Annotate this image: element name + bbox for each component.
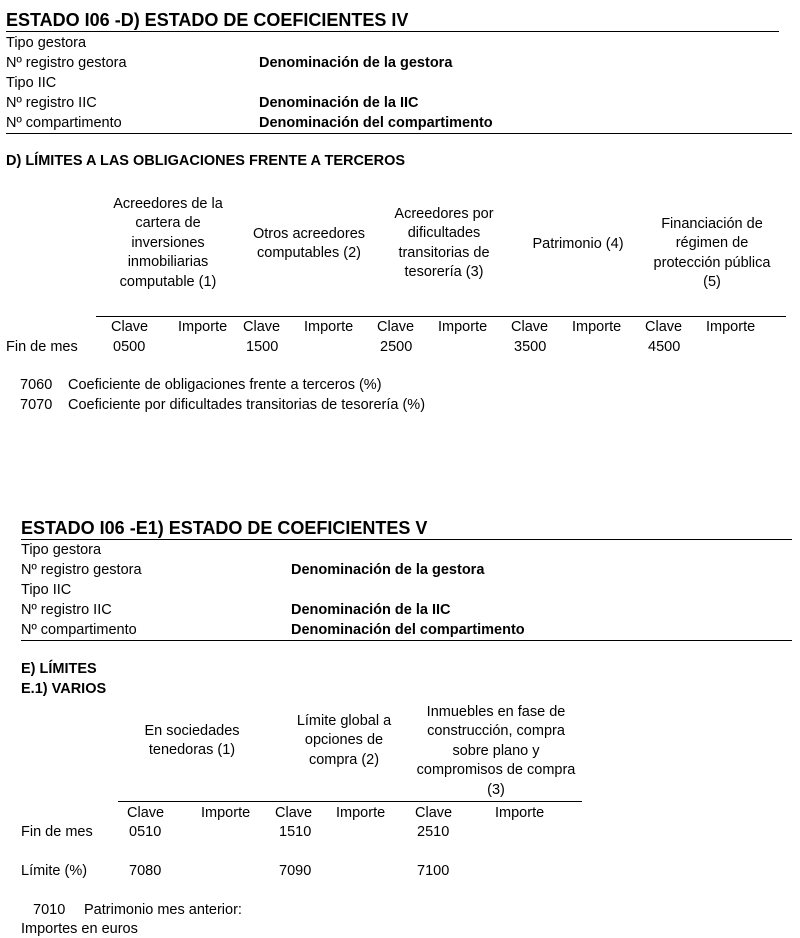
s2-col3-importe: Importe: [495, 805, 545, 821]
s1-col4-importe: Importe: [572, 319, 622, 335]
s2-den-gestora: Denominación de la gestora: [291, 562, 485, 578]
s1-row-fin-de-mes: Fin de mes: [6, 339, 78, 355]
s2-col2-lim-code: 7090: [279, 863, 312, 879]
s2-section-title: E) LÍMITES: [21, 661, 97, 677]
s1-header-rule: [6, 133, 792, 134]
s1-col5-importe: Importe: [706, 319, 756, 335]
s1-col4-clave: Clave: [511, 319, 549, 335]
s1-col2-code: 1500: [246, 339, 279, 355]
s1-col5-header: Financiación de régimen de protección pública (5): [653, 216, 771, 291]
s2-header-rule: [21, 640, 792, 641]
s1-col3-header: Acreedores por dificultades transitorias de tesorería (3): [394, 206, 494, 281]
s2-col1-header: En sociedades tenedoras (1): [144, 723, 240, 759]
s1-title: ESTADO I06 -D) ESTADO DE COEFICIENTES IV: [6, 10, 409, 30]
s2-col1-clave: Clave: [127, 805, 165, 821]
s2-col3-fin-code: 2510: [417, 824, 450, 840]
s2-col2-fin-code: 1510: [279, 824, 312, 840]
s2-col2-clave: Clave: [275, 805, 313, 821]
s1-coef2-code: 7070: [20, 397, 53, 413]
s2-compartimento: Nº compartimento: [21, 622, 137, 638]
s2-col3-lim-code: 7100: [417, 863, 450, 879]
s1-col1-importe: Importe: [178, 319, 228, 335]
s1-den-compartimento: Denominación del compartimento: [259, 115, 493, 131]
s1-tipo-gestora: Tipo gestora: [6, 35, 87, 51]
s1-col3-clave: Clave: [377, 319, 415, 335]
s2-col1-importe: Importe: [201, 805, 251, 821]
s1-col2-importe: Importe: [304, 319, 354, 335]
s2-title-rule: [21, 539, 792, 540]
s1-den-gestora: Denominación de la gestora: [259, 55, 453, 71]
s1-title-rule: [6, 31, 779, 32]
s1-col4-header: Patrimonio (4): [532, 236, 624, 252]
s2-subsection-title: E.1) VARIOS: [21, 681, 107, 697]
s1-col3-importe: Importe: [438, 319, 488, 335]
s1-col1-code: 0500: [113, 339, 146, 355]
s1-col3-code: 2500: [380, 339, 413, 355]
s2-reg-gestora: Nº registro gestora: [21, 562, 142, 578]
s2-den-compartimento: Denominación del compartimento: [291, 622, 525, 638]
s1-col4-code: 3500: [514, 339, 547, 355]
s2-col1-fin-code: 0510: [129, 824, 162, 840]
s1-table-rule: [96, 316, 786, 317]
s2-patrimonio-code: 7010: [33, 902, 66, 918]
s2-title: ESTADO I06 -E1) ESTADO DE COEFICIENTES V: [21, 518, 428, 538]
s2-col3-header: Inmuebles en fase de construcción, compra sobre plano y compromisos de compra (3): [416, 704, 576, 798]
s1-coef2-label: Coeficiente por dificultades transitorias de tesorería (%): [68, 397, 426, 413]
s2-tipo-iic: Tipo IIC: [21, 582, 72, 598]
s2-col2-importe: Importe: [336, 805, 386, 821]
s2-reg-iic: Nº registro IIC: [21, 602, 112, 618]
s2-col1-lim-code: 7080: [129, 863, 162, 879]
s1-col1-clave: Clave: [111, 319, 149, 335]
s1-coef1-code: 7060: [20, 377, 53, 393]
s2-tipo-gestora: Tipo gestora: [21, 542, 102, 558]
s1-col2-header: Otros acreedores computables (2): [252, 226, 366, 262]
s2-row-fin-de-mes: Fin de mes: [21, 824, 93, 840]
s1-col5-code: 4500: [648, 339, 681, 355]
s2-row-limite: Límite (%): [21, 863, 88, 879]
s1-col2-clave: Clave: [243, 319, 281, 335]
s1-col1-header: Acreedores de la cartera de inversiones inmobiliarias computable (1): [113, 196, 223, 290]
s1-reg-iic: Nº registro IIC: [6, 95, 97, 111]
s1-section-title: D) LÍMITES A LAS OBLIGACIONES FRENTE A TERCEROS: [6, 153, 406, 169]
s1-coef1-label: Coeficiente de obligaciones frente a terceros (%): [68, 377, 382, 393]
s2-table-rule: [118, 801, 582, 802]
s1-col5-clave: Clave: [645, 319, 683, 335]
s1-den-iic: Denominación de la IIC: [259, 95, 419, 111]
s2-footer-note: Importes en euros: [21, 921, 138, 937]
s2-patrimonio-label: Patrimonio mes anterior:: [84, 902, 242, 918]
s1-compartimento: Nº compartimento: [6, 115, 122, 131]
s2-den-iic: Denominación de la IIC: [291, 602, 451, 618]
s1-reg-gestora: Nº registro gestora: [6, 55, 127, 71]
s2-col3-clave: Clave: [415, 805, 453, 821]
s2-col2-header: Límite global a opciones de compra (2): [296, 713, 392, 768]
s1-tipo-iic: Tipo IIC: [6, 75, 57, 91]
